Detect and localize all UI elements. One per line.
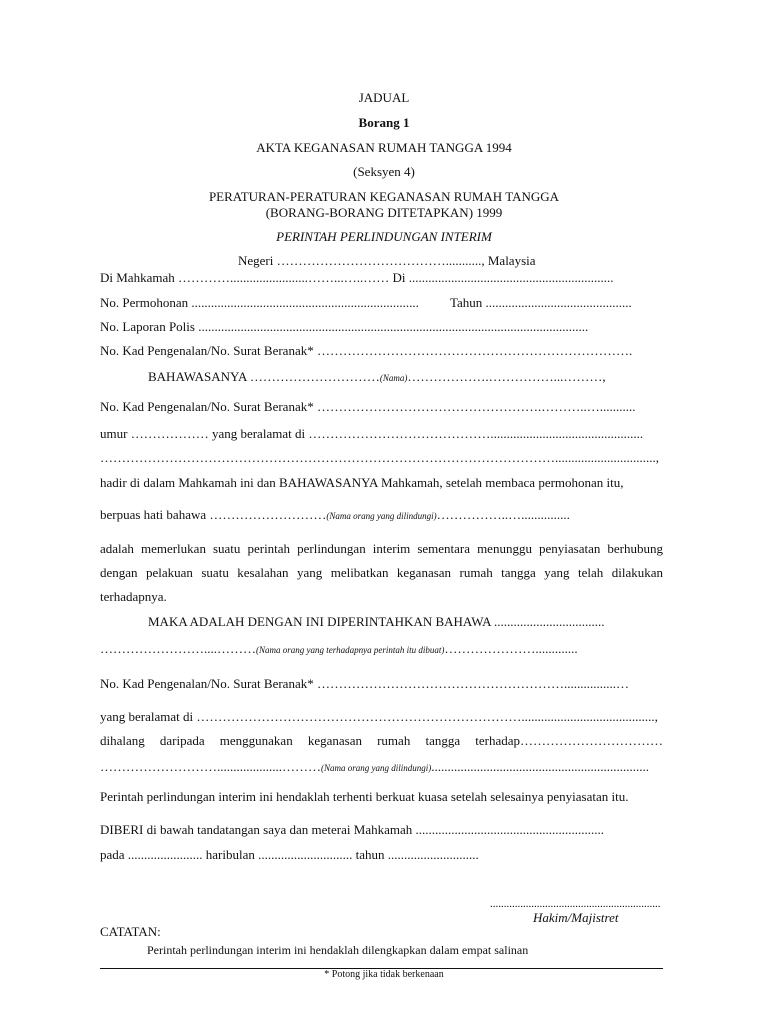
hadir-line: hadir di dalam Mahkamah ini dan BAHAWASANYA Mahkamah, setelah membaca permohonan itu, [100, 475, 624, 490]
alamat-line-2: yang beralamat di …………………………………………………………………........................................., [100, 709, 658, 724]
diberi-line: DIBERI di bawah tandatangan saya dan meterai Mahkamah .......................................................... [100, 822, 604, 837]
maka-name-line [100, 641, 578, 658]
mahkamah-line: Di Mahkamah …………........................……...…..…… Di ............................................................... [100, 270, 614, 285]
akta-title: AKTA KEGANASAN RUMAH TANGGA 1994 [256, 140, 512, 155]
bahawasanya-line [148, 369, 606, 386]
seksyen-label: (Seksyen 4) [353, 164, 415, 179]
peraturan-title-line2: (BORANG-BORANG DITETAPKAN) 1999 [265, 205, 503, 220]
bahawasanya-text: BAHAWASANYA ………………………… [148, 369, 380, 384]
dihalang-line: dihalang daripada menggunakan keganasan rumah tangga terhadap…………………………… [100, 733, 663, 748]
hakim-majistret-label: Hakim/Majistret [533, 910, 619, 925]
negeri-line: Negeri …………………………………..........., Malaysia [238, 253, 536, 268]
dihalang-name-line [100, 759, 649, 776]
peraturan-title-line1: PERATURAN-PERATURAN KEGANASAN RUMAH TANGGA [208, 189, 560, 204]
nama-terhadapnya-label: (Nama orang yang terhadapnya perintah itu dibuat) [256, 645, 445, 655]
maka-dots-right: …………………............. [444, 641, 578, 656]
perintah-title: PERINTAH PERLINDUNGAN INTERIM [276, 229, 492, 244]
kad-pengenalan-line-1: No. Kad Pengenalan/No. Surat Beranak* ………………………………………………………………. [100, 343, 633, 358]
paragraph-line-3: terhadapnya. [100, 589, 167, 604]
berpuas-dots: ……………..…............... [436, 507, 570, 522]
umur-alamat-line: umur ……………… yang beralamat di ……………………………………............................................... [100, 426, 644, 441]
dihalang-dots-left: ………………………....................……… [100, 759, 321, 774]
paragraph-line-1: adalah memerlukan suatu perintah perlindungan interim sementara menunggu penyiasatan berhubung [100, 541, 663, 556]
tahun-field: Tahun ............................................. [450, 295, 632, 310]
dihalang-dots-right: ................................................................... [431, 759, 649, 774]
catatan-heading: CATATAN: [100, 924, 161, 939]
kad-pengenalan-line-3: No. Kad Pengenalan/No. Surat Beranak* …………………………………………………................… [100, 676, 629, 691]
perintah-berhenti-line: Perintah perlindungan interim ini hendaklah terhenti berkuat kuasa setelah selesainya penyiasatan itu. [100, 789, 629, 804]
maka-line: MAKA ADALAH DENGAN INI DIPERINTAHKAN BAHAWA .................................. [148, 614, 605, 629]
berpuas-line [100, 507, 570, 524]
bahawasanya-dots: ……………….……………...………, [407, 369, 606, 384]
tarikh-line: pada ....................... haribulan ............................. tahun ............................ [100, 847, 479, 862]
footnote: * Potong jika tidak berkenaan [324, 969, 444, 980]
nama-dilindungi-label: (Nama orang yang dilindungi) [326, 511, 437, 521]
borang-heading: Borang 1 [358, 115, 410, 130]
alamat-continuation-line: ……………………………………………………………………………………………..............................., [100, 450, 659, 465]
catatan-text: Perintah perlindungan interim ini hendaklah dilengkapkan dalam empat salinan [147, 943, 529, 957]
kad-pengenalan-line-2: No. Kad Pengenalan/No. Surat Beranak* …………………………………………….………..…........... [100, 399, 636, 414]
maka-dots-left: ……………………....……… [100, 641, 256, 656]
nama-label: (Nama) [379, 373, 408, 383]
nama-dilindungi-label-2: (Nama orang yang dilindungi) [321, 763, 432, 773]
jadual-heading: JADUAL [358, 90, 410, 105]
paragraph-line-2: dengan pelakuan suatu kesalahan yang melibatkan keganasan rumah tangga yang telah dilakukan [100, 565, 663, 580]
signature-line: .............................................................. [490, 898, 661, 910]
permohonan-line: No. Permohonan ...................................................................... [100, 295, 419, 310]
berpuas-text: berpuas hati bahawa ……………………… [100, 507, 327, 522]
laporan-polis-line: No. Laporan Polis ........................................................................................................................ [100, 319, 589, 334]
